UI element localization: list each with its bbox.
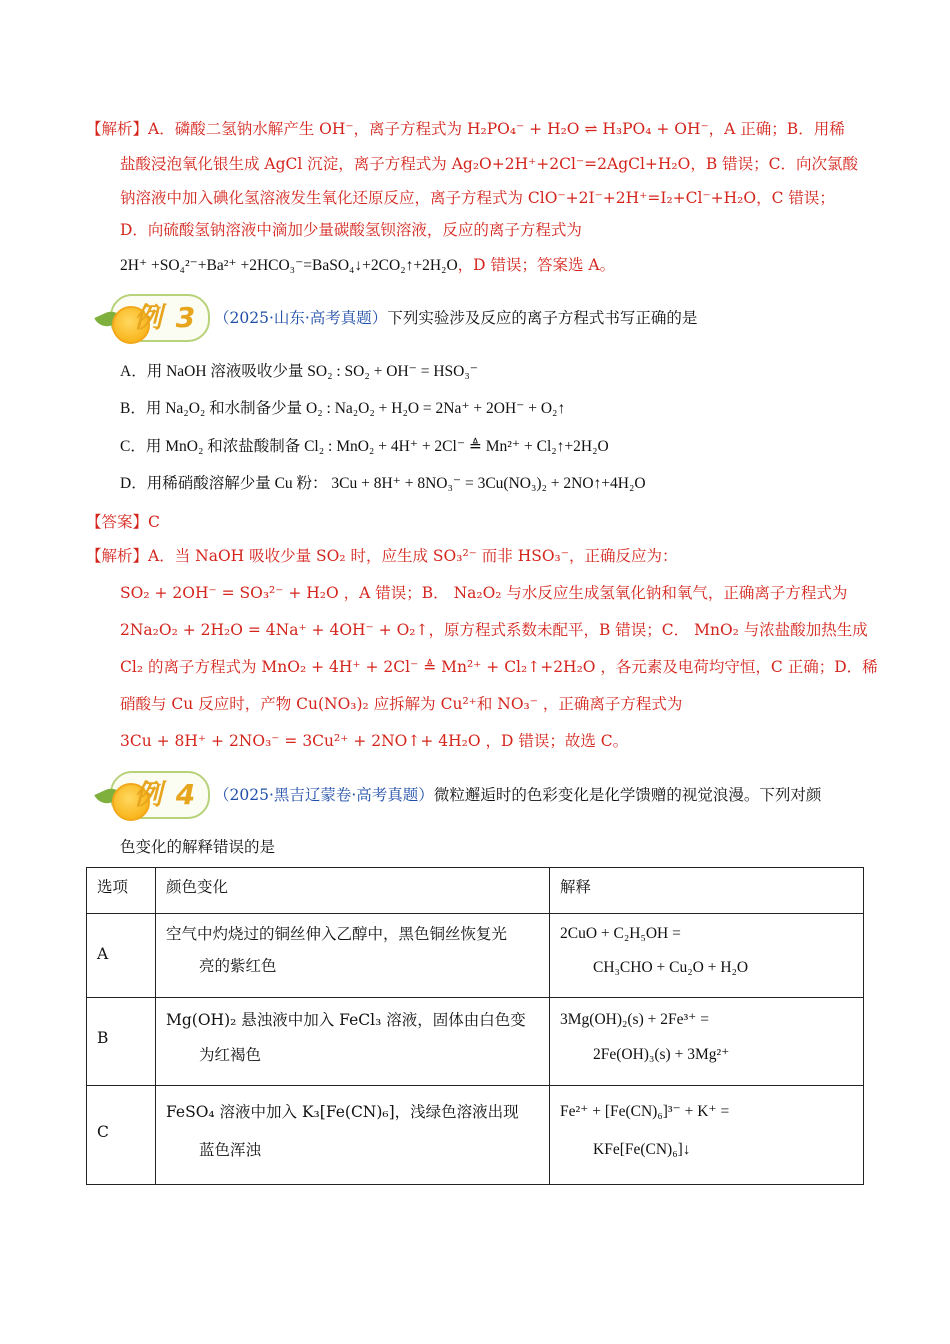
analysis-text: ，D 错误；答案选 A。 — [457, 256, 616, 274]
explain-cell: 2CuO + C₂H₅OH = CH₃CHO + Cu₂O + H₂O — [550, 914, 864, 998]
analysis-1-line-1 — [86, 119, 845, 139]
example-3-badge — [90, 290, 210, 350]
question-source: （2025·山东·高考真题） — [214, 309, 388, 327]
analysis-3-line-1 — [86, 546, 677, 566]
badge-label: 例 4 — [134, 778, 198, 811]
header-cell: 解释 — [550, 868, 864, 914]
table-header-row — [87, 868, 864, 914]
analysis-1-line-4: D．向硫酸氢钠溶液中滴加少量碳酸氢钡溶液，反应的离子方程式为 — [120, 221, 582, 239]
question-text: 下列实验涉及反应的离子方程式书写正确的是 — [387, 309, 698, 327]
analysis-1-line-3: 钠溶液中加入碘化氢溶液发生氧化还原反应，离子方程式为 ClO⁻+2I⁻+2H⁺=I₂+Cl⁻+H₂O，C 错误； — [120, 189, 835, 207]
analysis-tag: 【解析】 — [86, 547, 149, 565]
option-c: C．用 MnO₂ 和浓盐酸制备 Cl₂ : MnO₂ + 4H⁺ + 2Cl⁻ ≜ Mn²⁺ + Cl₂↑+2H₂O — [120, 438, 609, 455]
table-row — [87, 1086, 864, 1185]
question-text: 微粒邂逅时的色彩变化是化学馈赠的视觉浪漫。下列对颜 — [433, 786, 822, 804]
analysis-1-line-5 — [120, 255, 615, 276]
answer-line — [86, 512, 160, 532]
example-4-question-line-2: 色变化的解释错误的是 — [120, 838, 276, 856]
analysis-3-line-4: Cl₂ 的离子方程式为 MnO₂ + 4H⁺ + 2Cl⁻ ≜ Mn²⁺ + Cl₂↑+2H₂O ，各元素及电荷均守恒，C 正确；D．稀 — [120, 658, 878, 676]
change-cell: Mg(OH)₂ 悬浊液中加入 FeCl₃ 溶液，固体由白色变 为红褐色 — [156, 998, 550, 1086]
analysis-text: A．磷酸二氢钠水解产生 OH⁻，离子方程式为 H₂PO₄⁻ + H₂O ⇌ H₃PO₄ + OH⁻，A 正确；B．用稀 — [148, 120, 845, 138]
table-row — [87, 914, 864, 998]
example-4-badge — [90, 767, 210, 827]
option-cell: A — [87, 914, 156, 998]
analysis-1-line-2: 盐酸浸泡氧化银生成 AgCl 沉淀，离子方程式为 Ag₂O+2H⁺+2Cl⁻=2AgCl+H₂O，B 错误；C．向次氯酸 — [120, 155, 859, 173]
analysis-tag: 【解析】 — [86, 120, 149, 138]
explain-cell: Fe²⁺ + [Fe(CN)₆]³⁻ + K⁺ = KFe[Fe(CN)₆]↓ — [550, 1086, 864, 1185]
example-3-question — [214, 308, 697, 328]
option-d: D．用稀硝酸溶解少量 Cu 粉： 3Cu + 8H⁺ + 8NO₃⁻ = 3Cu(NO₃)₂ + 2NO↑+4H₂O — [120, 475, 646, 492]
analysis-3-line-5: 硝酸与 Cu 反应时，产物 Cu(NO₃)₂ 应拆解为 Cu²⁺和 NO₃⁻ ，正确离子方程式为 — [120, 695, 683, 713]
analysis-text: A．当 NaOH 吸收少量 SO₂ 时，应生成 SO₃²⁻ 而非 HSO₃⁻，正确反应为： — [148, 547, 678, 565]
equation: 2H⁺ +SO₄²⁻+Ba²⁺ +2HCO₃⁻=BaSO₄↓+2CO₂↑+2H₂O — [120, 257, 458, 274]
answer-value: C — [148, 513, 160, 531]
header-cell: 颜色变化 — [156, 868, 550, 914]
badge-label: 例 3 — [134, 301, 198, 334]
change-cell: FeSO₄ 溶液中加入 K₃[Fe(CN)₆]，浅绿色溶液出现 蓝色浑浊 — [156, 1086, 550, 1185]
table-row — [87, 998, 864, 1086]
question-source: （2025·黑吉辽蒙卷·高考真题） — [214, 786, 434, 804]
answer-tag: 【答案】 — [86, 513, 149, 531]
explain-cell: 3Mg(OH)₂(s) + 2Fe³⁺ = 2Fe(OH)₃(s) + 3Mg²⁺ — [550, 998, 864, 1086]
analysis-3-line-2: SO₂ + 2OH⁻ = SO₃²⁻ + H₂O ，A 错误；B． Na₂O₂ 与水反应生成氢氧化钠和氧气，正确离子方程式为 — [120, 584, 848, 602]
analysis-3-line-6: 3Cu + 8H⁺ + 2NO₃⁻ = 3Cu²⁺ + 2NO↑+ 4H₂O ，D 错误；故选 C。 — [120, 732, 629, 750]
option-cell: C — [87, 1086, 156, 1185]
header-cell: 选项 — [87, 868, 156, 914]
options-table — [86, 867, 864, 1185]
example-4-question-line-1 — [214, 785, 821, 805]
change-cell: 空气中灼烧过的铜丝伸入乙醇中，黑色铜丝恢复光 亮的紫红色 — [156, 914, 550, 998]
option-a: A．用 NaOH 溶液吸收少量 SO₂ : SO₂ + OH⁻ = HSO₃⁻ — [120, 363, 478, 380]
option-cell: B — [87, 998, 156, 1086]
option-b: B．用 Na₂O₂ 和水制备少量 O₂ : Na₂O₂ + H₂O = 2Na⁺ + 2OH⁻ + O₂↑ — [120, 400, 566, 417]
analysis-3-line-3: 2Na₂O₂ + 2H₂O = 4Na⁺ + 4OH⁻ + O₂↑，原方程式系数未配平，B 错误；C． MnO₂ 与浓盐酸加热生成 — [120, 621, 868, 639]
